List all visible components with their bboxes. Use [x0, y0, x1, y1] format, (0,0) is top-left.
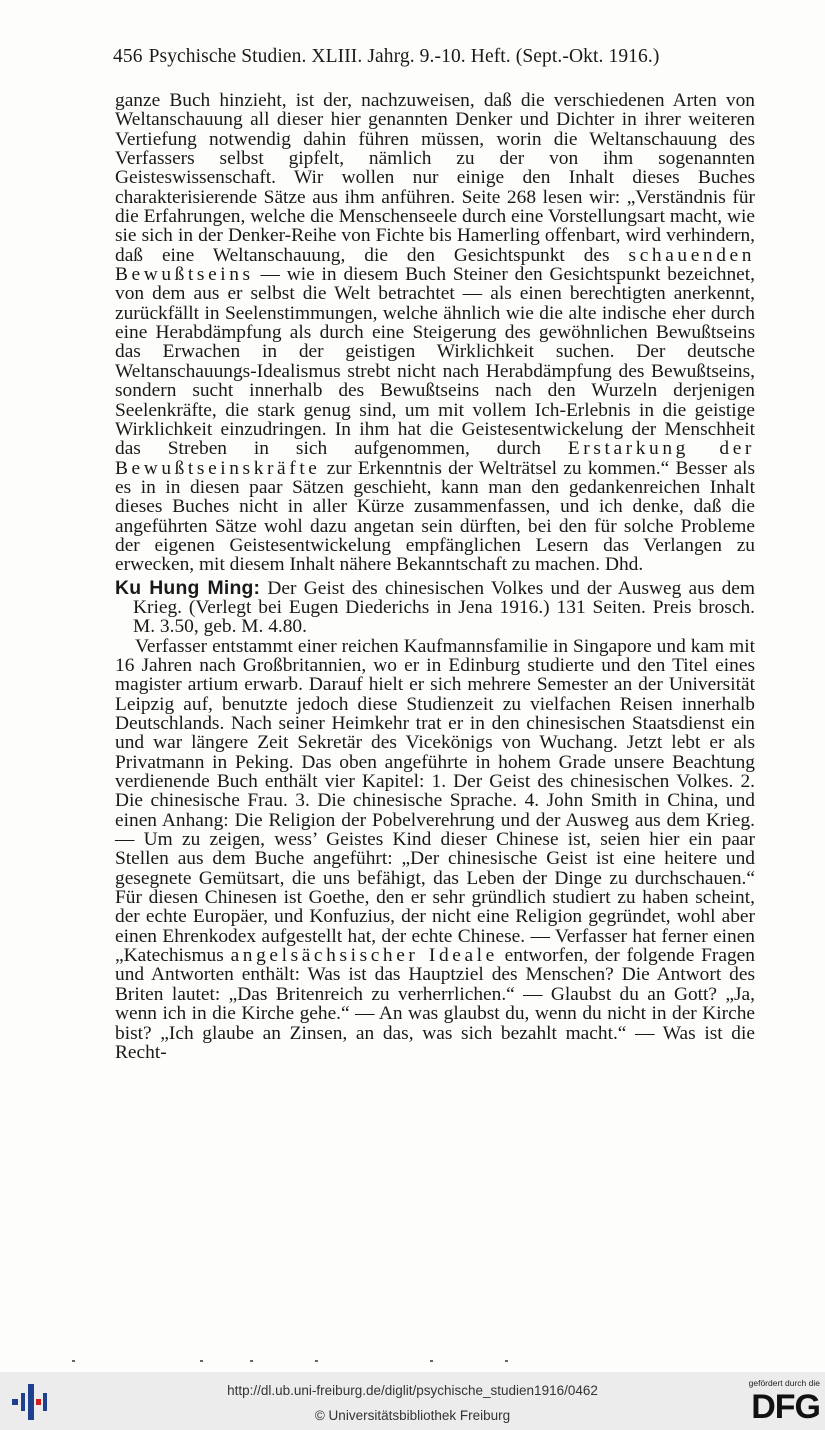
journal-title: Psychische Studien. XLIII. Jahrg. 9.-10. Heft. (Sept.-Okt. 1916.) — [148, 46, 660, 67]
text-run: entworfen, der folgende Fragen und Antworten enthält: Was ist das Hauptziel des Menschen? Die Antwort des Briten lautet: „Das Britenreich zu verherrlichen.“ — Glaubst du an Gott? „Ja, wenn ich in die Kirche gehe.“ — An was glaubst du, wenn du nicht in der Kirche bist? „Ich glaube an Zinsen, an das, was sich bezahlt macht.“ — Was ist die Recht- — [115, 945, 755, 1063]
text-run: ganze Buch hinzieht, ist der, nachzuweisen, daß die verschiedenen Arten von Weltanschauung all dieser hier genannten Denker und Dichter in ihrer weiteren Vertiefung notwendig dahin führen müssen, worin die Weltanschauung des Verfassers selbst gipfelt, nämlich zu der von ihm sogenannten Geisteswissenschaft. Wir wollen nur einige den Inhalt dieses Buches charakterisierende Sätze aus ihm anführen. Seite 268 lesen wir: „Verständnis für die Erfahrungen, welche die Menschenseele durch eine Vorstellungsart macht, wie sie sich in der Denker-Reihe von Fichte bis Hamerling offenbart, wird verhindern, daß eine Weltanschauung, die den Gesichtspunkt des — [115, 90, 755, 266]
copyright-notice: © Universitätsbibliothek Freiburg — [314, 1408, 511, 1423]
spaced-emphasis: angelsächsischer Ideale — [230, 945, 498, 967]
dfg-funding-logo — [730, 1376, 820, 1426]
review-paragraph — [115, 637, 755, 1063]
text-run: zur Erkenntnis der Welträtsel zu kommen.“ Besser als es in in diesen paar Sätzen geschieht, kann man den gedankenreichen Inhalt dieses Buches nicht in aller Kürze zusammenfassen, und ich denke, daß die angeführten Sätze wohl dazu angetan sein dürften, bei den für solche Probleme der eigenen Geistesentwickelung empfänglichen Lesern das Verlangen zu erwecken, mit diesem Inhalt nähere Bekanntschaft zu machen. Dhd. — [115, 457, 755, 576]
spaced-emphasis: schauenden Bewußtseins — [115, 244, 755, 286]
text-run: — wie in diesem Buch Steiner den Gesichtspunkt bezeichnet, von dem aus er selbst die Welt betrachtet — als einen berechtigten anerkennt, zurückfällt in Seelenstimmungen, welche ähnlich wie die alte indische eher durch eine Herabdämpfung als durch eine Steigerung des gewöhnlichen Bewußtseins das Erwachen in der geistigen Wirklichkeit suchen. Der deutsche Weltanschauungs-Idealismus strebt nicht nach Herabdämpfung des Bewußtseins, sondern sucht innerhalb des Bewußtseins nach den Wurzeln derjenigen Seelenkräfte, die stark genug sind, um mit vollem Ich-Erlebnis in die geistige Wirklichkeit einzudringen. In ihm hat die Geistesentwickelung der Menschheit das Streben in sich aufgenommen, durch — [115, 264, 755, 460]
review-heading — [115, 576, 755, 638]
dfg-logo-icon: DFG — [751, 1388, 820, 1426]
paragraph-continued — [115, 91, 755, 575]
scan-edge-marks — [60, 1360, 540, 1364]
page-number: 456 — [113, 46, 143, 67]
spaced-emphasis: Erstarkung der Bewußtseinskräfte — [115, 438, 755, 479]
text-run: Verfasser entstammt einer reichen Kaufmannsfamilie in Singapore und kam mit 16 Jahren nach Großbritannien, wo er in Edinburg studierte und den Titel eines magister artium erwarb. Darauf hielt er sich mehrere Semester an der Universität Leipzig auf, benutzte jedoch diese Studienzeit zu vielfachen Reisen innerhalb Deutschlands. Nach seiner Heimkehr trat er in den chinesischen Staatsdienst ein und war längere Zeit Sekretär des Vicekönigs von Wuchang. Jetzt lebt er als Privatmann in Peking. Das oben angeführte in hohem Grade unsere Beachtung verdienende Buch enthält vier Kapitel: 1. Der Geist des chinesischen Volkes. 2. Die chinesische Frau. 3. Die chinesische Sprache. 4. John Smith in China, und einen Anhang: Die Religion der Pobelverehrung und der Ausweg aus dem Krieg. — Um zu zeigen, wess’ Geistes Kind dieser Chinese ist, seien hier ein paar Stellen aus dem Buche angeführt: „Der chinesische Geist ist eine heitere und gesegnete Gemütsart, die uns befähigt, das Leben der Dinge zu durchschauen.“ Für diesen Chinesen ist Goethe, den er sehr gründlich studiert zu haben scheint, der echte Europäer, und Konfuzius, der nicht eine Religion gegründet, wohl aber einen Ehrenkodex aufgestellt hat, der echte Chinese. — Verfasser hat ferner einen „Katechismus — [115, 635, 755, 967]
dfg-tagline: gefördert durch die — [748, 1378, 820, 1388]
review-author: Ku Hung Ming: — [115, 576, 261, 599]
review-citation: Der Geist des chinesischen Volkes und der Ausweg aus dem Krieg. (Verlegt bei Eugen Diederichs in Jena 1916.) 131 Seiten. Preis brosch. M. 3.50, geb. M. 4.80. — [133, 577, 755, 638]
viewer-footer — [0, 1372, 825, 1430]
running-header — [113, 46, 758, 68]
permalink[interactable]: http://dl.ub.uni-freiburg.de/diglit/psychische_studien1916/0462 — [227, 1383, 598, 1398]
article-text — [115, 91, 755, 1062]
